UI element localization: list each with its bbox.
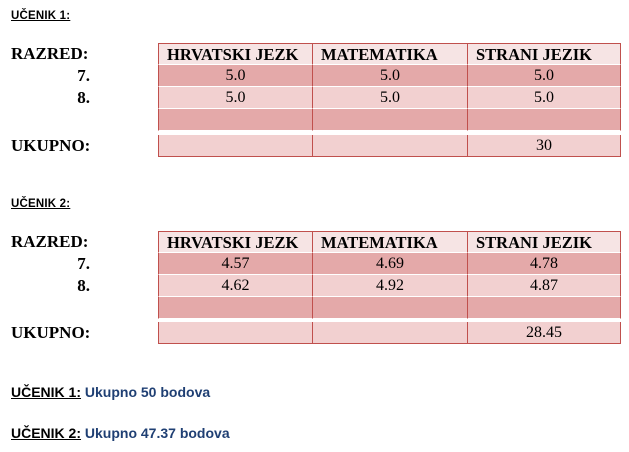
- grade-cell: 4.92: [313, 275, 468, 297]
- grade-cell: 4.57: [158, 253, 313, 275]
- table-row-total: [0, 135, 629, 157]
- grade-cell: 5.0: [158, 65, 313, 87]
- summary-line: [11, 425, 230, 441]
- empty-cell: [158, 322, 313, 344]
- grade-cell: 5.0: [313, 87, 468, 109]
- razred-number: 7.: [77, 254, 90, 273]
- ukupno-label: UKUPNO:: [11, 323, 91, 342]
- table-row-empty: [0, 109, 629, 131]
- empty-cell: [313, 297, 468, 319]
- column-header: HRVATSKI JEZK: [158, 231, 313, 253]
- grade-cell: 4.69: [313, 253, 468, 275]
- column-header: HRVATSKI JEZK: [158, 43, 313, 65]
- grade-cell: 4.62: [158, 275, 313, 297]
- column-header: STRANI JEZIK: [468, 231, 621, 253]
- empty-cell: [468, 297, 621, 319]
- grade-cell: 4.78: [468, 253, 621, 275]
- table-row: [0, 87, 629, 109]
- grade-cell: 4.87: [468, 275, 621, 297]
- summary-value: Ukupno 47.37 bodova: [84, 425, 230, 441]
- summary-line: [11, 384, 210, 400]
- razred-number: 8.: [77, 88, 90, 107]
- ukupno-value: 28.45: [468, 322, 621, 344]
- summary-value: Ukupno 50 bodova: [84, 384, 211, 400]
- grade-cell: 5.0: [313, 65, 468, 87]
- column-header: MATEMATIKA: [313, 43, 468, 65]
- grade-cell: 5.0: [158, 87, 313, 109]
- table-row: [0, 275, 629, 297]
- empty-cell: [158, 109, 313, 131]
- table-header-row: [0, 43, 629, 65]
- table-row-empty: [0, 297, 629, 319]
- ucenik1-title: UČENIK 1:: [11, 10, 71, 22]
- column-header: STRANI JEZIK: [468, 43, 621, 65]
- razred-label: RAZRED:: [11, 44, 89, 63]
- razred-label: RAZRED:: [11, 232, 89, 251]
- empty-cell: [468, 109, 621, 131]
- column-header: MATEMATIKA: [313, 231, 468, 253]
- grade-cell: 5.0: [468, 87, 621, 109]
- grade-cell: 5.0: [468, 65, 621, 87]
- empty-cell: [158, 135, 313, 157]
- empty-cell: [313, 135, 468, 157]
- summary-label: UČENIK 1:: [11, 384, 82, 400]
- ukupno-label: UKUPNO:: [11, 136, 91, 155]
- summary-label: UČENIK 2:: [11, 425, 82, 441]
- ukupno-value: 30: [468, 135, 621, 157]
- table-header-row: [0, 231, 629, 253]
- razred-number: 8.: [77, 276, 90, 295]
- empty-cell: [313, 109, 468, 131]
- table-row: [0, 65, 629, 87]
- table-row: [0, 253, 629, 275]
- table-row-total: [0, 322, 629, 344]
- empty-cell: [158, 297, 313, 319]
- ucenik2-title: UČENIK 2:: [11, 198, 71, 210]
- empty-cell: [313, 322, 468, 344]
- razred-number: 7.: [77, 66, 90, 85]
